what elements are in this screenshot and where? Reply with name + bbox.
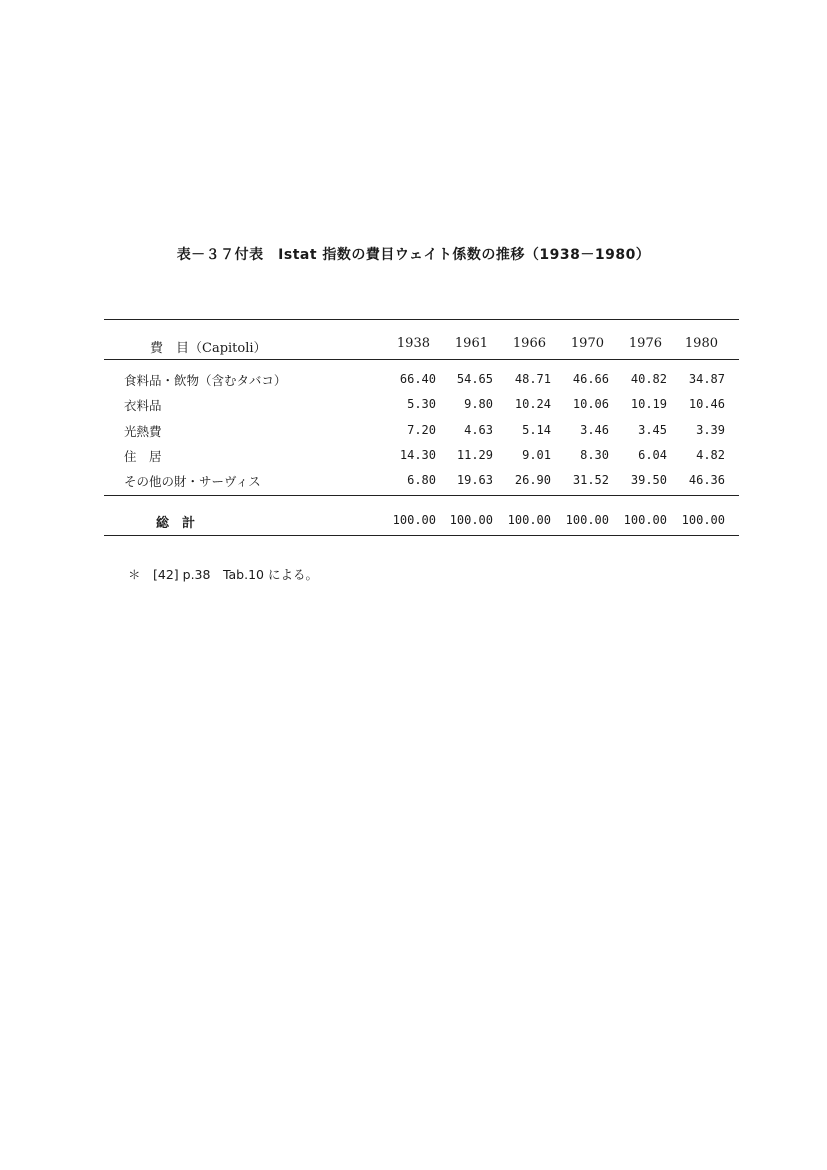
total-rule <box>104 495 739 496</box>
table-title: 表－３７付表 Istat 指数の費目ウェイト係数の推移（1938－1980） <box>176 247 651 263</box>
table-cell: 14.30 <box>399 448 436 462</box>
row-label: 住 居 <box>124 449 162 464</box>
table-cell: 46.36 <box>688 473 725 487</box>
table-cell: 4.82 <box>696 448 725 462</box>
table-cell: 19.63 <box>456 473 493 487</box>
header-rule <box>104 359 739 360</box>
table-cell: 6.80 <box>407 473 436 487</box>
year-header: 1980 <box>684 336 718 351</box>
table-cell: 10.46 <box>688 397 725 411</box>
header-label: 費 目（Capitoli） <box>150 341 267 356</box>
total-cell: 100.00 <box>681 513 725 527</box>
total-cell: 100.00 <box>449 513 493 527</box>
source-note: ＊ [42] p.38 Tab.10 による。 <box>128 567 318 582</box>
table-cell: 3.46 <box>580 423 609 437</box>
table-cell: 10.06 <box>572 397 609 411</box>
table-cell: 10.24 <box>514 397 551 411</box>
table-cell: 9.80 <box>464 397 493 411</box>
table-cell: 3.45 <box>638 423 667 437</box>
total-label: 総 計 <box>156 516 196 531</box>
total-cell: 100.00 <box>623 513 667 527</box>
total-cell: 100.00 <box>507 513 551 527</box>
table-cell: 54.65 <box>456 372 493 386</box>
table-cell: 34.87 <box>688 372 725 386</box>
year-header: 1938 <box>396 336 430 351</box>
table-cell: 5.14 <box>522 423 551 437</box>
row-label: 光熱費 <box>124 424 162 439</box>
year-header: 1966 <box>512 336 546 351</box>
table-cell: 4.63 <box>464 423 493 437</box>
table-cell: 10.19 <box>630 397 667 411</box>
total-cell: 100.00 <box>565 513 609 527</box>
row-label: その他の財・サーヴィス <box>124 474 261 489</box>
table-bottom-rule <box>104 535 739 536</box>
table-cell: 40.82 <box>630 372 667 386</box>
year-header: 1961 <box>454 336 488 351</box>
table-cell: 7.20 <box>407 423 436 437</box>
table-cell: 48.71 <box>514 372 551 386</box>
table-cell: 39.50 <box>630 473 667 487</box>
table-cell: 66.40 <box>399 372 436 386</box>
table-cell: 9.01 <box>522 448 551 462</box>
year-header: 1976 <box>628 336 662 351</box>
row-label: 衣料品 <box>124 398 162 413</box>
table-cell: 8.30 <box>580 448 609 462</box>
table-cell: 5.30 <box>407 397 436 411</box>
table-cell: 46.66 <box>572 372 609 386</box>
table-cell: 6.04 <box>638 448 667 462</box>
total-cell: 100.00 <box>392 513 436 527</box>
year-header: 1970 <box>570 336 604 351</box>
table-cell: 11.29 <box>456 448 493 462</box>
row-label: 食料品・飲物（含むタバコ） <box>124 373 287 388</box>
table-cell: 3.39 <box>696 423 725 437</box>
table-top-rule <box>104 319 739 320</box>
table-cell: 26.90 <box>514 473 551 487</box>
table-cell: 31.52 <box>572 473 609 487</box>
